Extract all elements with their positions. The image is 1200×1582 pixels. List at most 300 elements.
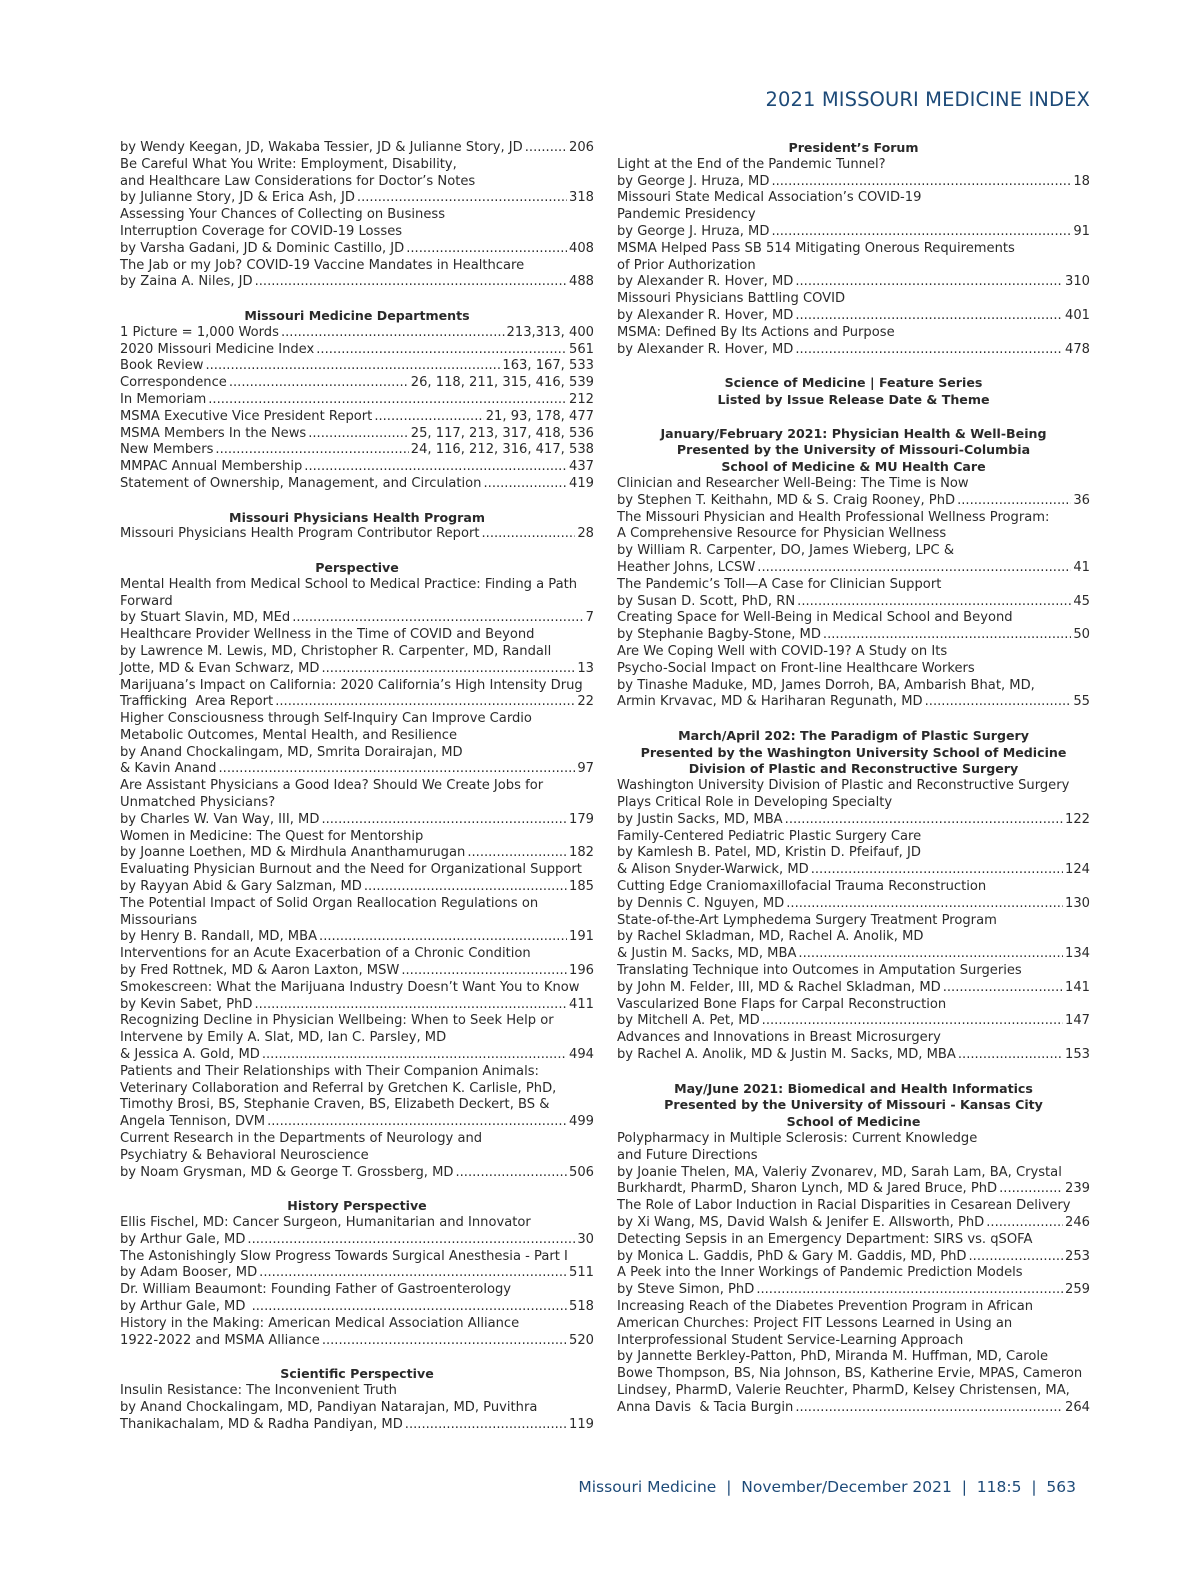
entry-line	[120, 1400, 594, 1417]
page-number: 185	[569, 879, 594, 895]
entry-line	[120, 761, 594, 778]
page-number: 91	[1073, 223, 1090, 239]
entry-text: State-of-the-Art Lymphedema Surgery Treatment Program	[617, 912, 997, 928]
entry-text: Statement of Ownership, Management, and Circulation	[120, 475, 482, 491]
entry-text: & Jessica A. Gold, MD	[120, 1047, 260, 1063]
entry-line	[617, 174, 1090, 191]
entry-text: Smokescreen: What the Marijuana Industry Doesn’t Want You to Know	[120, 979, 580, 995]
entry-line	[120, 795, 594, 812]
entry-line	[120, 577, 594, 594]
dot-leader	[943, 980, 1063, 997]
index-entry	[120, 678, 594, 712]
entry-line	[617, 1047, 1090, 1064]
entry-text: by Anand Chockalingam, MD, Pandiyan Natarajan, MD, Puvithra	[120, 1399, 538, 1415]
entry-text: Current Research in the Departments of Neurology and	[120, 1131, 483, 1147]
dot-leader	[757, 560, 1071, 577]
entry-text: Jotte, MD & Evan Schwarz, MD	[120, 660, 320, 676]
entry-line	[617, 1232, 1090, 1249]
entry-line	[617, 325, 1090, 342]
entry-text: by Stephanie Bagby-Stone, MD	[617, 627, 821, 643]
entry-text: Anna Davis & Tacia Burgin	[617, 1399, 794, 1415]
section-heading-line: Missouri Medicine Departments	[244, 307, 470, 323]
entry-text: & Justin M. Sacks, MD, MBA	[617, 946, 797, 962]
page-number: 437	[569, 459, 594, 475]
page-number: 55	[1073, 694, 1090, 710]
page-number: 21, 93, 178, 477	[485, 408, 594, 424]
dot-leader	[823, 627, 1071, 644]
index-column-left	[120, 140, 594, 1433]
dot-leader	[255, 997, 568, 1014]
entry-line	[120, 342, 594, 359]
page-number: 18	[1073, 173, 1090, 189]
entry-line	[617, 845, 1090, 862]
entry-line	[120, 1215, 594, 1232]
entry-line	[617, 1131, 1090, 1148]
entry-line	[120, 1333, 594, 1350]
index-entry	[617, 829, 1090, 879]
dot-leader	[482, 526, 576, 543]
index-entry	[120, 1249, 594, 1283]
section-heading	[617, 375, 1090, 409]
page-number: 7	[585, 610, 594, 626]
index-entry	[617, 190, 1090, 240]
entry-text: 2020 Missouri Medicine Index	[120, 341, 315, 357]
entry-line	[617, 274, 1090, 291]
index-entry	[617, 325, 1090, 359]
entry-text: Washington University Division of Plastic and Reconstructive Surgery	[617, 778, 1070, 794]
entry-text: Marijuana’s Impact on California: 2020 California’s High Intensity Drug	[120, 677, 583, 693]
section-heading	[120, 510, 594, 527]
page-number: 259	[1065, 1282, 1090, 1298]
dot-leader	[252, 1299, 567, 1316]
section-spacer	[617, 358, 1090, 375]
entry-text: Detecting Sepsis in an Emergency Department: SIRS vs. qSOFA	[617, 1231, 1033, 1247]
index-entry	[120, 476, 594, 493]
entry-text: & Alison Snyder-Warwick, MD	[617, 862, 809, 878]
index-entry	[617, 879, 1090, 913]
dot-leader	[762, 1013, 1063, 1030]
entry-line	[120, 375, 594, 392]
index-entry	[617, 1299, 1090, 1417]
entry-text: by Henry B. Randall, MD, MBA	[120, 929, 318, 945]
entry-text: Armin Krvavac, MD & Hariharan Regunath, MD	[617, 694, 923, 710]
entry-text: by Kevin Sabet, PhD	[120, 996, 253, 1012]
entry-line	[120, 1148, 594, 1165]
index-entry	[120, 627, 594, 677]
entry-line	[120, 224, 594, 241]
entry-text: by Jannette Berkley-Patton, PhD, Miranda M. Huffman, MD, Carole	[617, 1349, 1049, 1365]
entry-text: Lindsey, PharmD, Valerie Reuchter, PharmD, Kelsey Christensen, MA,	[617, 1382, 1070, 1398]
dot-leader	[374, 409, 483, 426]
dot-leader	[771, 174, 1071, 191]
entry-text: Bowe Thompson, BS, Nia Johnson, BS, Katherine Ervie, MPAS, Cameron	[617, 1366, 1083, 1382]
page-number: 478	[1065, 341, 1090, 357]
entry-line	[120, 610, 594, 627]
page-number: 494	[569, 1047, 594, 1063]
dot-leader	[308, 426, 409, 443]
page-number: 147	[1065, 1013, 1090, 1029]
entry-text: by Mitchell A. Pet, MD	[617, 1013, 760, 1029]
entry-line	[120, 459, 594, 476]
entry-line	[120, 1232, 594, 1249]
page-number: 411	[569, 996, 594, 1012]
section-heading-line: History Perspective	[287, 1198, 427, 1214]
entry-line	[617, 1198, 1090, 1215]
index-entry	[617, 963, 1090, 997]
entry-line	[120, 325, 594, 342]
entry-line	[120, 1097, 594, 1114]
page-number: 26, 118, 211, 315, 416, 539	[410, 375, 594, 391]
index-entry	[120, 946, 594, 980]
dot-leader	[795, 274, 1063, 291]
entry-text: by Arthur Gale, MD	[120, 1298, 250, 1314]
page-number: 520	[569, 1332, 594, 1348]
section-heading	[617, 140, 1090, 157]
dot-leader	[219, 761, 576, 778]
section-heading-line: School of Medicine & MU Health Care	[721, 459, 986, 475]
entry-line	[120, 644, 594, 661]
entry-text: Are We Coping Well with COVID-19? A Study on Its	[617, 643, 948, 659]
dot-leader	[525, 140, 567, 157]
entry-line	[120, 476, 594, 493]
entry-text: Trafficking Area Report	[120, 694, 274, 710]
index-entry	[617, 577, 1090, 611]
page-number: 212	[569, 391, 594, 407]
entry-text: by Rayyan Abid & Gary Salzman, MD	[120, 879, 362, 895]
page-number: 41	[1073, 559, 1090, 575]
page-number: 97	[577, 761, 594, 777]
entry-line	[617, 929, 1090, 946]
entry-text: Higher Consciousness through Self-Inquiry Can Improve Cardio	[120, 711, 532, 727]
entry-line	[617, 812, 1090, 829]
entry-text: Recognizing Decline in Physician Wellbeing: When to Seek Help or	[120, 1013, 554, 1029]
entry-text: and Healthcare Law Considerations for Doctor’s Notes	[120, 173, 476, 189]
entry-text: by Wendy Keegan, JD, Wakaba Tessier, JD & Julianne Story, JD	[120, 140, 523, 155]
dot-leader	[798, 946, 1063, 963]
index-entry	[120, 459, 594, 476]
entry-text: by Varsha Gadani, JD & Dominic Castillo, JD	[120, 240, 405, 256]
entry-line	[120, 1013, 594, 1030]
dot-leader	[771, 224, 1071, 241]
entry-text: Advances and Innovations in Breast Microsurgery	[617, 1030, 941, 1046]
entry-line	[617, 1148, 1090, 1165]
page-number: 124	[1065, 862, 1090, 878]
entry-text: Heather Johns, LCSW	[617, 559, 756, 575]
section-spacer	[617, 1064, 1090, 1081]
dot-leader	[785, 812, 1063, 829]
entry-text: In Memoriam	[120, 391, 207, 407]
entry-line	[120, 442, 594, 459]
entry-line	[120, 845, 594, 862]
entry-line	[617, 476, 1090, 493]
section-heading-line: Science of Medicine | Feature Series	[724, 375, 983, 391]
index-entry	[617, 476, 1090, 510]
index-entry	[120, 980, 594, 1014]
section-heading-line: Division of Plastic and Reconstructive Surgery	[688, 761, 1019, 777]
entry-line	[617, 157, 1090, 174]
page-footer: Missouri Medicine | November/December 2021 | 118:5 | 563	[578, 1478, 1076, 1496]
section-spacer	[120, 493, 594, 510]
entry-line	[617, 258, 1090, 275]
dot-leader	[484, 476, 568, 493]
entry-line	[120, 661, 594, 678]
entry-line	[617, 1366, 1090, 1383]
entry-line	[120, 174, 594, 191]
entry-line	[617, 661, 1090, 678]
entry-line	[617, 879, 1090, 896]
index-entry	[617, 1232, 1090, 1266]
entry-text: The Pandemic’s Toll—A Case for Clinician Support	[617, 576, 942, 592]
index-entry	[120, 1131, 594, 1181]
entry-text: by Stephen T. Keithahn, MD & S. Craig Rooney, PhD	[617, 492, 956, 508]
entry-text: New Members	[120, 442, 214, 458]
entry-line	[617, 980, 1090, 997]
entry-text: by Adam Booser, MD	[120, 1265, 258, 1281]
entry-line	[120, 1299, 594, 1316]
entry-text: Timothy Brosi, BS, Stephanie Craven, BS, Elizabeth Deckert, BS &	[120, 1097, 550, 1113]
section-heading-line: January/February 2021: Physician Health & Well-Being	[660, 425, 1047, 441]
entry-line	[617, 1249, 1090, 1266]
dot-leader	[958, 1047, 1063, 1064]
entry-line	[617, 678, 1090, 695]
section-heading	[617, 426, 1090, 476]
entry-line	[120, 190, 594, 207]
dot-leader	[795, 308, 1063, 325]
entry-line	[617, 694, 1090, 711]
section-heading-line: Missouri Physicians Health Program	[229, 509, 485, 525]
section-spacer	[617, 409, 1090, 426]
entry-text: by Rachel A. Anolik, MD & Justin M. Sacks, MD, MBA	[617, 1047, 956, 1063]
entry-text: by William R. Carpenter, DO, James Wieberg, LPC &	[617, 543, 955, 559]
entry-text: The Role of Labor Induction in Racial Disparities in Cesarean Delivery	[617, 1198, 1071, 1214]
index-entry	[120, 409, 594, 426]
dot-leader	[925, 694, 1072, 711]
entry-line	[617, 493, 1090, 510]
entry-line	[120, 207, 594, 224]
page-number: 488	[569, 274, 594, 290]
entry-line	[617, 1013, 1090, 1030]
index-entry	[120, 526, 594, 543]
entry-text: Healthcare Provider Wellness in the Time of COVID and Beyond	[120, 627, 535, 643]
dot-leader	[205, 358, 500, 375]
entry-text: MSMA Executive Vice President Report	[120, 408, 373, 424]
entry-text: Unmatched Physicians?	[120, 795, 276, 811]
entry-line	[120, 358, 594, 375]
index-entry	[617, 778, 1090, 828]
entry-text: by Joanie Thelen, MA, Valeriy Zvonarev, MD, Sarah Lam, BA, Crystal	[617, 1164, 1062, 1180]
entry-text: MSMA Members In the News	[120, 425, 307, 441]
entry-line	[617, 1181, 1090, 1198]
entry-line	[120, 778, 594, 795]
entry-text: Increasing Reach of the Diabetes Prevention Program in African	[617, 1298, 1034, 1314]
page-number: 213,313, 400	[506, 324, 594, 340]
dot-leader	[321, 661, 575, 678]
entry-text: Translating Technique into Outcomes in Amputation Surgeries	[617, 963, 1022, 979]
index-entry	[120, 711, 594, 778]
index-entry	[120, 342, 594, 359]
entry-line	[120, 1030, 594, 1047]
index-entry	[120, 862, 594, 896]
entry-line	[617, 778, 1090, 795]
entry-text: Intervene by Emily A. Slat, MD, Ian C. Parsley, MD	[120, 1030, 447, 1046]
page-number: 518	[569, 1298, 594, 1314]
entry-line	[617, 560, 1090, 577]
page-number: 253	[1065, 1248, 1090, 1264]
index-entry	[617, 1265, 1090, 1299]
dot-leader	[786, 896, 1063, 913]
section-spacer	[120, 543, 594, 560]
entry-line	[617, 644, 1090, 661]
entry-text: by Alexander R. Hover, MD	[617, 341, 794, 357]
entry-text: Clinician and Researcher Well-Being: The Time is Now	[617, 475, 969, 491]
entry-text: by Dennis C. Nguyen, MD	[617, 895, 785, 911]
entry-line	[120, 980, 594, 997]
entry-text: by George J. Hruza, MD	[617, 223, 770, 239]
index-entry	[120, 392, 594, 409]
entry-line	[617, 896, 1090, 913]
entry-text: by Julianne Story, JD & Erica Ash, JD	[120, 190, 355, 206]
page-number: 196	[569, 963, 594, 979]
entry-text: Angela Tennison, DVM	[120, 1114, 266, 1130]
entry-line	[617, 526, 1090, 543]
entry-text: The Jab or my Job? COVID-19 Vaccine Mandates in Healthcare	[120, 257, 525, 273]
section-spacer	[120, 291, 594, 308]
page-number: 163, 167, 533	[502, 358, 594, 374]
page-number: 25, 117, 213, 317, 418, 536	[410, 425, 594, 441]
entry-line	[617, 946, 1090, 963]
page-number: 141	[1065, 979, 1090, 995]
entry-text: MSMA Helped Pass SB 514 Mitigating Onerous Requirements	[617, 240, 1015, 256]
entry-line	[617, 241, 1090, 258]
entry-line	[617, 1282, 1090, 1299]
entry-text: by Rachel Skladman, MD, Rachel A. Anolik, MD	[617, 929, 924, 945]
entry-line	[617, 862, 1090, 879]
entry-line	[617, 1333, 1090, 1350]
entry-line	[120, 1165, 594, 1182]
section-heading-line: Presented by the University of Missouri - Kansas City	[664, 1097, 1043, 1113]
dot-leader	[406, 241, 567, 258]
entry-text: by Stuart Slavin, MD, MEd	[120, 610, 291, 626]
dot-leader	[208, 392, 567, 409]
entry-text: Mental Health from Medical School to Medical Practice: Finding a Path	[120, 576, 578, 592]
page-number: 45	[1073, 593, 1090, 609]
page-number: 30	[577, 1231, 594, 1247]
entry-text: by Zaina A. Niles, JD	[120, 274, 253, 290]
entry-text: MSMA: Defined By Its Actions and Purpose	[617, 324, 895, 340]
section-heading-line: Scientific Perspective	[280, 1366, 434, 1382]
dot-leader	[405, 1417, 567, 1434]
entry-line	[617, 1265, 1090, 1282]
dot-leader	[455, 1165, 567, 1182]
entry-text: by Alexander R. Hover, MD	[617, 307, 794, 323]
entry-text: Burkhardt, PharmD, Sharon Lynch, MD & Jared Bruce, PhD	[617, 1181, 998, 1197]
index-entry	[120, 426, 594, 443]
dot-leader	[364, 879, 567, 896]
page-number: 179	[569, 811, 594, 827]
entry-text: American Churches: Project FIT Lessons Learned in Using an	[617, 1315, 1013, 1331]
dot-leader	[247, 1232, 575, 1249]
section-heading	[120, 1198, 594, 1215]
entry-text: by Noam Grysman, MD & George T. Grossberg, MD	[120, 1164, 454, 1180]
section-heading-line: School of Medicine	[786, 1114, 921, 1130]
entry-text: by Lawrence M. Lewis, MD, Christopher R. Carpenter, MD, Randall	[120, 643, 552, 659]
dot-leader	[467, 845, 567, 862]
entry-text: The Potential Impact of Solid Organ Reallocation Regulations on	[120, 895, 539, 911]
section-spacer	[617, 711, 1090, 728]
entry-line	[120, 745, 594, 762]
section-heading-line: Listed by Issue Release Date & Theme	[717, 391, 990, 407]
entry-text: Missouri State Medical Association’s COVID-19	[617, 190, 922, 206]
entry-text: by George J. Hruza, MD	[617, 173, 770, 189]
entry-line	[617, 291, 1090, 308]
index-entry	[617, 157, 1090, 191]
index-entry	[120, 829, 594, 863]
dot-leader	[319, 929, 567, 946]
section-heading-line: March/April 202: The Paradigm of Plastic Surgery	[678, 727, 1029, 743]
entry-text: Forward	[120, 593, 173, 609]
entry-line	[120, 963, 594, 980]
entry-text: 1922-2022 and MSMA Alliance	[120, 1332, 320, 1348]
index-entry	[617, 291, 1090, 325]
entry-line	[617, 997, 1090, 1014]
dot-leader	[229, 375, 409, 392]
entry-text: by John M. Felder, III, MD & Rachel Skladman, MD	[617, 979, 941, 995]
entry-text: Interruption Coverage for COVID-19 Losses	[120, 223, 403, 239]
entry-text: Creating Space for Well-Being in Medical School and Beyond	[617, 610, 1013, 626]
index-entry	[120, 140, 594, 157]
entry-line	[120, 426, 594, 443]
dot-leader	[275, 694, 575, 711]
page-number: 119	[569, 1416, 594, 1432]
page-number: 130	[1065, 895, 1090, 911]
dot-leader	[795, 1400, 1063, 1417]
entry-line	[120, 913, 594, 930]
index-entry	[120, 1383, 594, 1433]
index-entry	[120, 157, 594, 207]
entry-line	[120, 594, 594, 611]
entry-text: Polypharmacy in Multiple Sclerosis: Current Knowledge	[617, 1131, 978, 1147]
entry-text: Patients and Their Relationships with Their Companion Animals:	[120, 1063, 539, 1079]
index-entry	[120, 1215, 594, 1249]
entry-text: 1 Picture = 1,000 Words	[120, 324, 279, 340]
entry-line	[120, 1047, 594, 1064]
dot-leader	[292, 610, 583, 627]
entry-text: Plays Critical Role in Developing Specialty	[617, 795, 893, 811]
entry-line	[120, 997, 594, 1014]
entry-line	[617, 1383, 1090, 1400]
entry-text: Be Careful What You Write: Employment, Disability,	[120, 156, 457, 172]
entry-text: Book Review	[120, 358, 204, 374]
dot-leader	[281, 325, 505, 342]
entry-line	[120, 879, 594, 896]
entry-line	[120, 711, 594, 728]
entry-line	[120, 896, 594, 913]
entry-line	[617, 610, 1090, 627]
page-number: 182	[569, 845, 594, 861]
entry-text: Veterinary Collaboration and Referral by Gretchen K. Carlisle, PhD,	[120, 1080, 557, 1096]
index-entry	[617, 913, 1090, 963]
entry-line	[617, 1316, 1090, 1333]
dot-leader	[401, 963, 567, 980]
entry-text: by Fred Rottnek, MD & Aaron Laxton, MSW	[120, 963, 400, 979]
entry-text: Insulin Resistance: The Inconvenient Truth	[120, 1382, 397, 1398]
page-number: 239	[1065, 1181, 1090, 1197]
entry-line	[617, 577, 1090, 594]
entry-line	[617, 510, 1090, 527]
index-entry	[120, 258, 594, 292]
entry-text: Family-Centered Pediatric Plastic Surgery Care	[617, 828, 922, 844]
index-entry	[617, 241, 1090, 291]
